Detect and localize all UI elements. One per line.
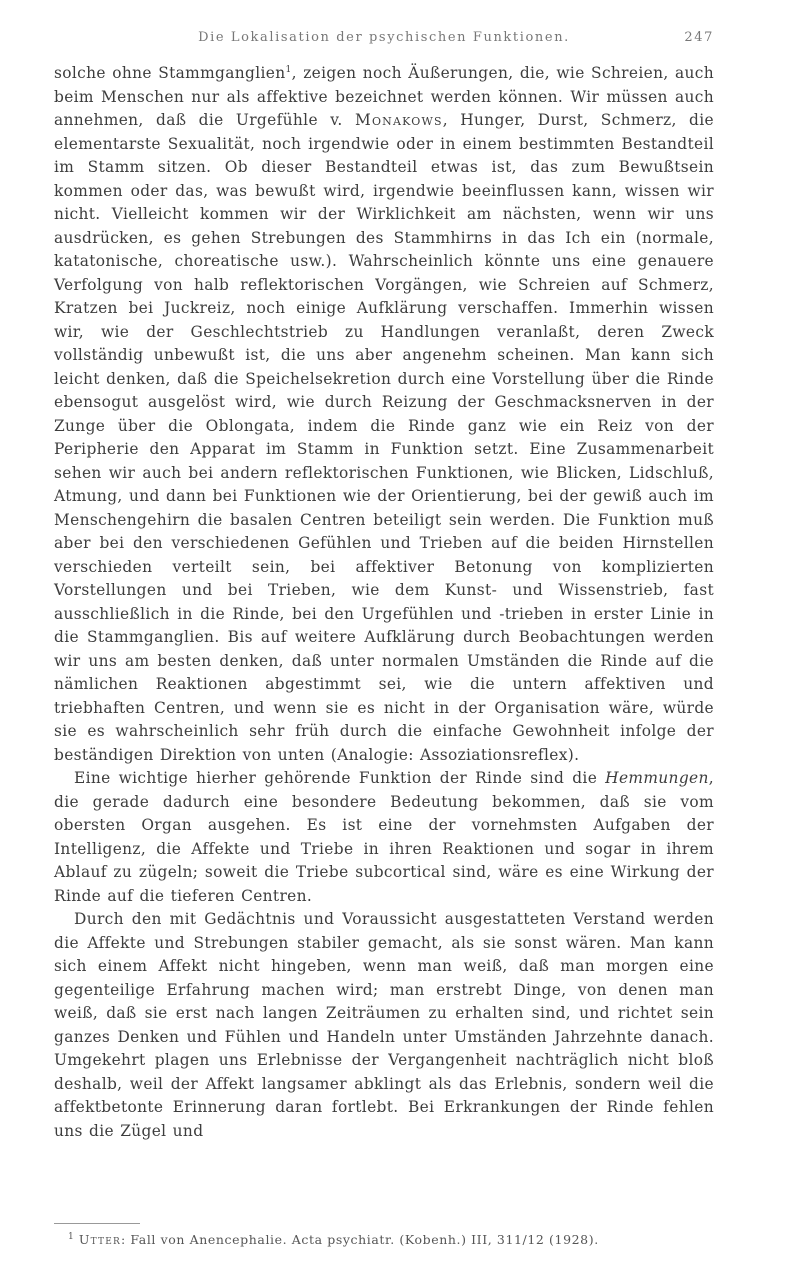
running-title: Die Lokalisation der psychischen Funktionen. [198, 30, 570, 45]
paragraph-1-text: , zeigen noch Äußerungen, die, wie Schreien, auch beim Menschen nur als affektive bezeichnet werden können. Wir müssen auch annehmen, daß die Urgefühle v. [54, 64, 714, 129]
paragraph-2 [54, 767, 714, 908]
page-number: 247 [684, 30, 714, 45]
paragraph-1-start: solche ohne Stammganglien [54, 64, 286, 82]
paragraph-2-start: Eine wichtige hierher gehörende Funktion der Rinde sind die [74, 769, 606, 787]
footnote-reference: 1 [285, 64, 292, 75]
paragraph-2-rest: , die gerade dadurch eine besondere Bedeutung bekommen, daß sie vom obersten Organ ausgehen. Es ist eine der vornehmsten Aufgaben der Intelligenz, die Affekte und Triebe in ihren Reaktionen und sogar in ihrem Ablauf zu zügeln; soweit die Triebe subcortical sind, wäre es eine Wirkung der Rinde auf die tieferen Centren. [54, 769, 714, 905]
footnote [68, 1232, 708, 1247]
footnote-divider [54, 1223, 140, 1224]
paragraph-1 [54, 62, 714, 767]
body-text [54, 62, 714, 1143]
emphasis-hemmungen: Hemmungen [605, 769, 709, 787]
paragraph-1-rest: , Hunger, Durst, Schmerz, die elementarste Sexualität, noch irgendwie oder in einem bestimmten Bestandteil im Stamm sitzen. Ob dieser Bestandteil etwas ist, das zum Bewußtsein kommen oder das, was bewußt wird, irgendwie beeinflussen kann, wissen wir nicht. Vielleicht kommen wir der Wirklichkeit am nächsten, wenn wir uns ausdrücken, es gehen Strebungen des Stammhirns in das Ich ein (normale, katatonische, choreatische usw.). Wahrscheinlich könnte uns eine genauere Verfolgung von halb reflektorischen Vorgängen, wie Schreien auf Schmerz, Kratzen bei Juckreiz, noch einige Aufklärung verschaffen. Immerhin wissen wir, wie der Geschlechtstrieb zu Handlungen veranlaßt, deren Zweck vollständig unbewußt ist, die uns aber angenehm scheinen. Man kann sich leicht denken, daß die Speichelsekretion durch eine Vorstellung über die Rinde ebensogut ausgelöst wird, wie durch Reizung der Geschmacksnerven in der Zunge über die Oblongata, indem die Rinde ganz wie ein Reiz von der Peripherie den Apparat im Stamm in Funktion setzt. Eine Zusammenarbeit sehen wir auch bei andern reflektorischen Funktionen, wie Blicken, Lidschluß, Atmung, und dann bei Funktionen wie der Orientierung, bei der gewiß auch im Menschengehirn die basalen Centren beteiligt sein werden. Die Funktion muß aber bei den verschiedenen Gefühlen und Trieben auf die beiden Hirnstellen verschieden verteilt sein, bei affektiver Betonung von komplizierten Vorstellungen und bei Trieben, wie dem Kunst- und Wissenstrieb, fast ausschließlich in die Rinde, bei den Urgefühlen und -trieben in erster Linie in die Stammganglien. Bis auf weitere Aufklärung durch Beobachtungen werden wir uns am besten denken, daß unter normalen Umständen die Rinde auf die nämlichen Reaktionen abgestimmt sei, wie die untern affektiven und triebhaften Centren, und wenn sie es nicht in der Organisation wäre, würde sie es wahrscheinlich sehr früh durch die einfache Gewohnheit infolge der beständigen Direktion von unten (Analogie: Assoziationsreflex). [54, 111, 714, 764]
paragraph-3: Durch den mit Gedächtnis und Voraussicht ausgestatteten Verstand werden die Affekte und Strebungen stabiler gemacht, als sie sonst wären. Man kann sich einem Affekt nicht hingeben, wenn man weiß, daß man morgen eine gegenteilige Erfahrung machen wird; man erstrebt Dinge, von denen man weiß, daß sie erst nach langen Zeiträumen zu erhalten sind, und richtet sein ganzes Denken und Fühlen und Handeln unter Umständen Jahrzehnte danach. Umgekehrt plagen uns Erlebnisse der Vergangenheit nachträglich nicht bloß deshalb, weil der Affekt langsamer abklingt als das Erlebnis, sondern weil die affektbetonte Erinnerung daran fortlebt. Bei Erkrankungen der Rinde fehlen uns die Zügel und [54, 910, 714, 1140]
author-name-monakow: Monakows [354, 111, 443, 129]
footnote-text: : Fall von Anencephalie. Acta psychiatr. (Kobenh.) III, 311/12 (1928). [120, 1232, 599, 1247]
footnote-author: Utter [78, 1232, 121, 1247]
footnote-marker: 1 [68, 1231, 75, 1242]
